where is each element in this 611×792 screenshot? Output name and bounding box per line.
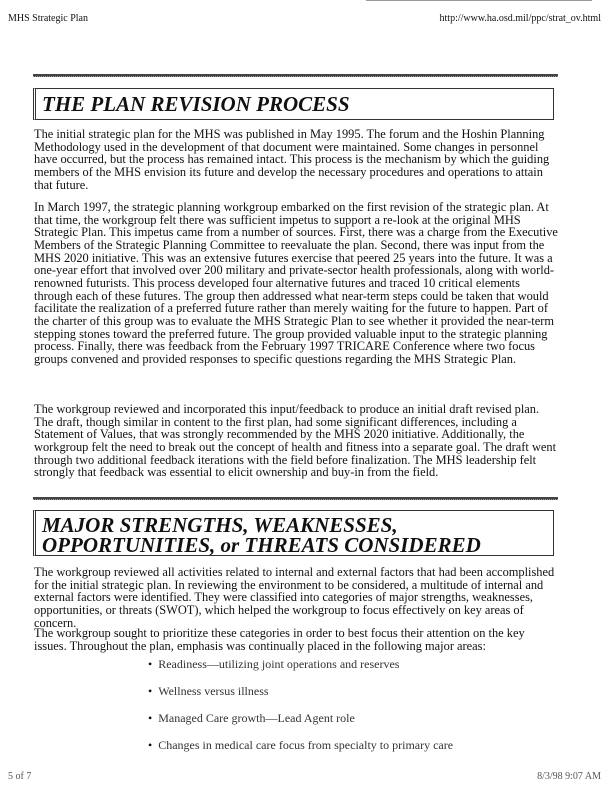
divider xyxy=(33,74,558,77)
page-url: http://www.ha.osd.mil/ppc/strat_ov.html xyxy=(439,13,601,24)
focus-areas-list xyxy=(148,657,453,765)
section-heading: MAJOR STRENGTHS, WEAKNESSES, OPPORTUNITIES, or THREATS CONSIDERED xyxy=(33,510,554,556)
paragraph: The workgroup reviewed all activities related to internal and external factors that had been accomplished for the initial strategic plan. In reviewing the environment to be considered, a multitude of internal and external factors were identified. They were classified into categories of major strengths, weaknesses, opportunities, or threats (SWOT), which helped the workgroup to focus effectively on key areas of concern. xyxy=(34,565,555,630)
paragraph: In March 1997, the strategic planning workgroup embarked on the first revision of the strategic plan. At that time, the workgroup felt there was sufficient impetus to support a re-look at the original MHS Strategic Plan. This impetus came from a number of sources. First, there was a charge from the Executive Members of the Strategic Planning Committee to reevaluate the plan. Second, there was input from the MHS 2020 initiative. This was an extensive futures exercise that peered 25 years into the future. It was a one-year effort that involved over 200 military and private-sector health professionals, along with world-renowned futurists. This process developed four alternative futures and traced 10 critical elements through each of these futures. The group then addressed what near-term steps could be taken that would facilitate the realization of a preferred future rather than merely waiting for the future to happen. Part of the charter of this group was to evaluate the MHS Strategic Plan to see whether it provided the near-term stepping stones toward the preferred future. The group provided valuable input to the strategic planning process. Finally, there was feedback from the February 1997 TRICARE Conference where two focus groups convened and provided responses to specific questions regarding the MHS Strategic Plan. xyxy=(34,200,558,366)
paragraph: The workgroup reviewed and incorporated this input/feedback to produce an initial draft revised plan. The draft, though similar in content to the first plan, had some significant differences, including a Statement of Values, that was strongly recommended by the MHS 2020 initiative. Additionally, the workgroup felt the need to break out the concept of health and fitness into a separate goal. The draft went through two additional feedback iterations with the field before finalization. The MHS leadership felt strongly that feedback was essential to elicit ownership and buy-in from the field. xyxy=(34,402,557,480)
list-item: • Managed Care growth—Lead Agent role xyxy=(148,711,453,738)
page-number: 5 of 7 xyxy=(8,771,32,782)
divider xyxy=(33,497,558,500)
list-item: • Changes in medical care focus from specialty to primary care xyxy=(148,738,453,765)
top-rule xyxy=(366,0,592,1)
list-item: • Wellness versus illness xyxy=(148,684,453,711)
document-title: MHS Strategic Plan xyxy=(8,13,88,24)
section-heading: THE PLAN REVISION PROCESS xyxy=(33,88,554,120)
paragraph: The workgroup sought to prioritize these categories in order to best focus their attention on the key issues. Throughout the plan, emphasis was continually placed in the following major areas: xyxy=(34,626,525,653)
timestamp: 8/3/98 9:07 AM xyxy=(537,771,601,782)
list-item: • Readiness—utilizing joint operations and reserves xyxy=(148,657,453,684)
paragraph: The initial strategic plan for the MHS was published in May 1995. The forum and the Hoshin Planning Methodology used in the development of that document were maintained. Some changes in personnel have occurred, but the process has remained intact. This process is the mechanism by which the guiding members of the MHS envision its future and develop the necessary procedures and operations to attain that future. xyxy=(34,127,550,192)
